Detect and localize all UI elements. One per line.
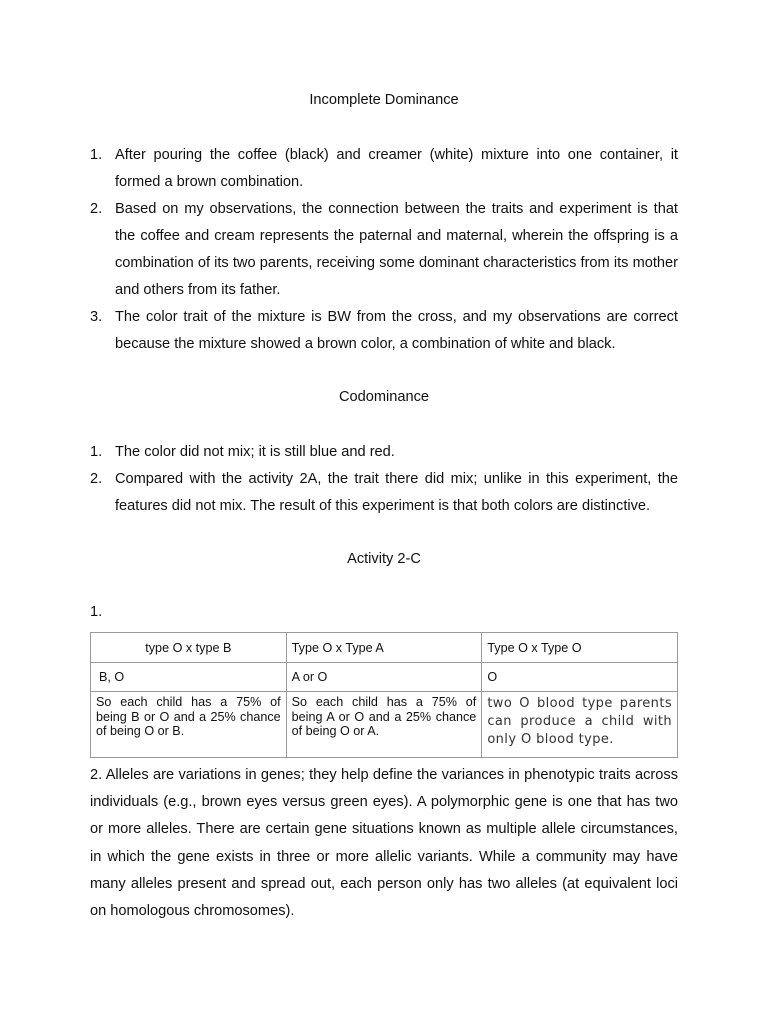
question-2-paragraph: 2. Alleles are variations in genes; they help define the variances in phenotypic traits across individuals (e.g., brown eyes versus green eyes). A polymorphic gene is one that has two or more alleles. There are certain gene situations known as multiple allele circumstances, in which the gene exists in three or more allelic variants. While a community may have many alleles present and spread out, each person only has two alleles (at equivalent loci on homologous chromosomes). [90, 767, 678, 920]
item-text: The color did not mix; it is still blue and red. [115, 444, 395, 460]
item-number: 2. [90, 471, 103, 487]
table-cell: two O blood type parents can produce a child with only O blood type. [482, 692, 678, 758]
codominance-heading: Codominance [338, 389, 430, 405]
question-1-label: 1. [90, 604, 103, 620]
list-item [90, 196, 678, 304]
list-item [90, 439, 678, 466]
table-cell: So each child has a 75% of being B or O and a 25% chance of being O or B. [91, 692, 287, 758]
list-item [90, 142, 678, 196]
item-number: 2. [90, 201, 103, 217]
table-cell: Type O x Type O [482, 633, 678, 663]
table-row [91, 633, 678, 663]
item-text: Based on my observations, the connection between the traits and experiment is that the coffee and cream represents the paternal and maternal, wherein the offspring is a combination of its two parents, receiving some dominant characteristics from its mother and others from its father. [115, 201, 678, 298]
item-text: The color trait of the mixture is BW from the cross, and my observations are correct because the mixture showed a brown color, a combination of white and black. [115, 309, 678, 352]
table-row [91, 692, 678, 758]
table-cell: type O x type B [91, 633, 287, 663]
table-cell: A or O [286, 663, 482, 692]
table-cell: B, O [91, 663, 287, 692]
table-row [91, 663, 678, 692]
list-item [90, 466, 678, 520]
item-text: After pouring the coffee (black) and creamer (white) mixture into one container, it formed a brown combination. [115, 147, 678, 190]
blood-type-table [90, 632, 678, 758]
table-cell: So each child has a 75% of being A or O and a 25% chance of being O or A. [286, 692, 482, 758]
incomplete-dominance-heading: Incomplete Dominance [309, 92, 459, 108]
item-number: 1. [90, 444, 103, 460]
incomplete-dominance-list [90, 142, 678, 358]
table-cell: O [482, 663, 678, 692]
item-number: 3. [90, 309, 103, 325]
list-item [90, 304, 678, 358]
item-text: Compared with the activity 2A, the trait there did mix; unlike in this experiment, the features did not mix. The result of this experiment is that both colors are distinctive. [115, 471, 678, 514]
table-cell: Type O x Type A [286, 633, 482, 663]
activity-2c-heading: Activity 2-C [347, 551, 421, 567]
item-number: 1. [90, 147, 103, 163]
codominance-list [90, 439, 678, 520]
